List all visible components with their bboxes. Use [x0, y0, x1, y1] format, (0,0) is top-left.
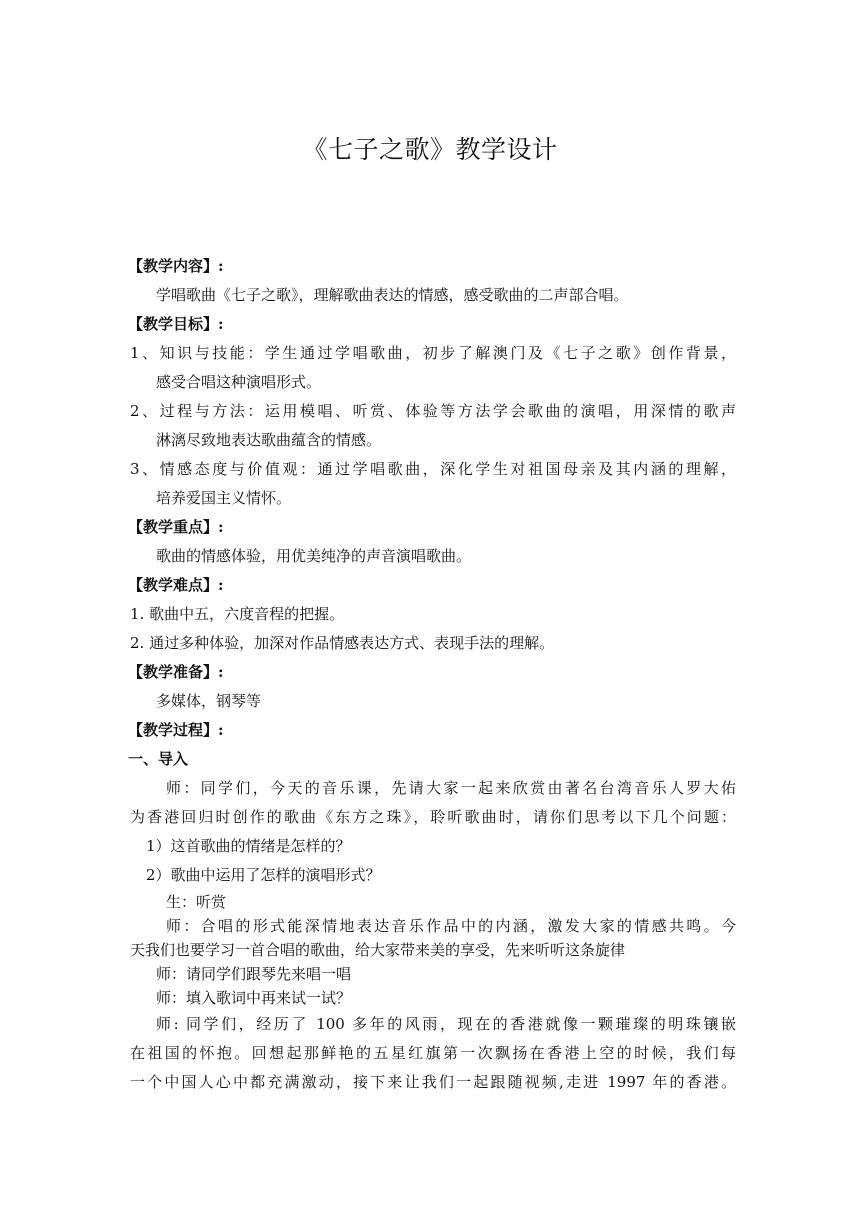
- teacher-paragraph-2-line-2: 天我们也要学习一首合唱的歌曲，给大家带来美的享受，先来听听这条旋律: [130, 941, 626, 959]
- key-points-text: 歌曲的情感体验，用优美纯净的声音演唱歌曲。: [156, 547, 472, 565]
- teacher-paragraph-2-line-1: 师：合唱的形式能深情地表达音乐作品中的内涵，激发大家的情感共鸣。今: [166, 917, 736, 935]
- goal-1-line-1: 1、知识与技能：学生通过学唱歌曲，初步了解澳门及《七子之歌》创作背景，: [130, 344, 736, 362]
- section-heading-goals: 【教学目标】:: [128, 315, 224, 333]
- teacher-line-3: 师：请同学们跟琴先来唱一唱: [156, 965, 352, 983]
- section-heading-process: 【教学过程】:: [128, 721, 224, 739]
- difficulty-1: 1. 歌曲中五，六度音程的把握。: [130, 605, 345, 623]
- teacher-paragraph-5-line-2: 在祖国的怀抱。回想起那鲜艳的五星红旗第一次飘扬在香港上空的时候，我们每: [130, 1044, 736, 1062]
- goal-2-line-1: 2、过程与方法：运用模唱、听赏、体验等方法学会歌曲的演唱，用深情的歌声: [130, 402, 736, 420]
- section-heading-content: 【教学内容】:: [128, 257, 224, 275]
- step-1-heading: 一、导入: [128, 750, 189, 768]
- goal-2-line-2: 淋漓尽致地表达歌曲蕴含的情感。: [156, 431, 382, 449]
- teacher-paragraph-5-line-1: 师: 同学们，经历了 100 多年的风雨，现在的香港就像一颗璀璨的明珠镶嵌: [156, 1015, 736, 1033]
- intro-paragraph-line-1: 师：同学们，今天的音乐课，先请大家一起来欣赏由著名台湾音乐人罗大佑: [166, 779, 736, 797]
- goal-1-line-2: 感受合唱这种演唱形式。: [156, 373, 322, 391]
- preparation-text: 多媒体，钢琴等: [156, 692, 262, 710]
- teacher-line-4: 师：填入歌词中再来试一试？: [156, 989, 352, 1007]
- student-response: 生：听赏: [166, 893, 227, 911]
- content-text: 学唱歌曲《七子之歌》，理解歌曲表达的情感，感受歌曲的二声部合唱。: [156, 286, 629, 304]
- document-title: 《七子之歌》教学设计: [302, 135, 558, 164]
- document-body: [130, 252, 736, 1097]
- section-heading-key-points: 【教学重点】:: [128, 518, 224, 536]
- question-2: 2）歌曲中运用了怎样的演唱形式？: [146, 866, 381, 884]
- goal-3-line-1: 3、情感态度与价值观：通过学唱歌曲，深化学生对祖国母亲及其内涵的理解，: [130, 460, 736, 478]
- difficulty-2: 2. 通过多种体验，加深对作品情感表达方式、表现手法的理解。: [130, 634, 555, 652]
- goal-3-line-2: 培养爱国主义情怀。: [156, 489, 292, 507]
- teacher-paragraph-5-line-3: 一个中国人心中都充满激动，接下来让我们一起跟随视频,走进 1997 年的香港。: [130, 1073, 736, 1091]
- section-heading-difficulties: 【教学难点】:: [128, 576, 224, 594]
- intro-paragraph-line-2: 为香港回归时创作的歌曲《东方之珠》，聆听歌曲时，请你们思考以下几个问题：: [130, 808, 736, 826]
- question-1: 1）这首歌曲的情绪是怎样的？: [146, 837, 351, 855]
- section-heading-preparation: 【教学准备】:: [128, 663, 224, 681]
